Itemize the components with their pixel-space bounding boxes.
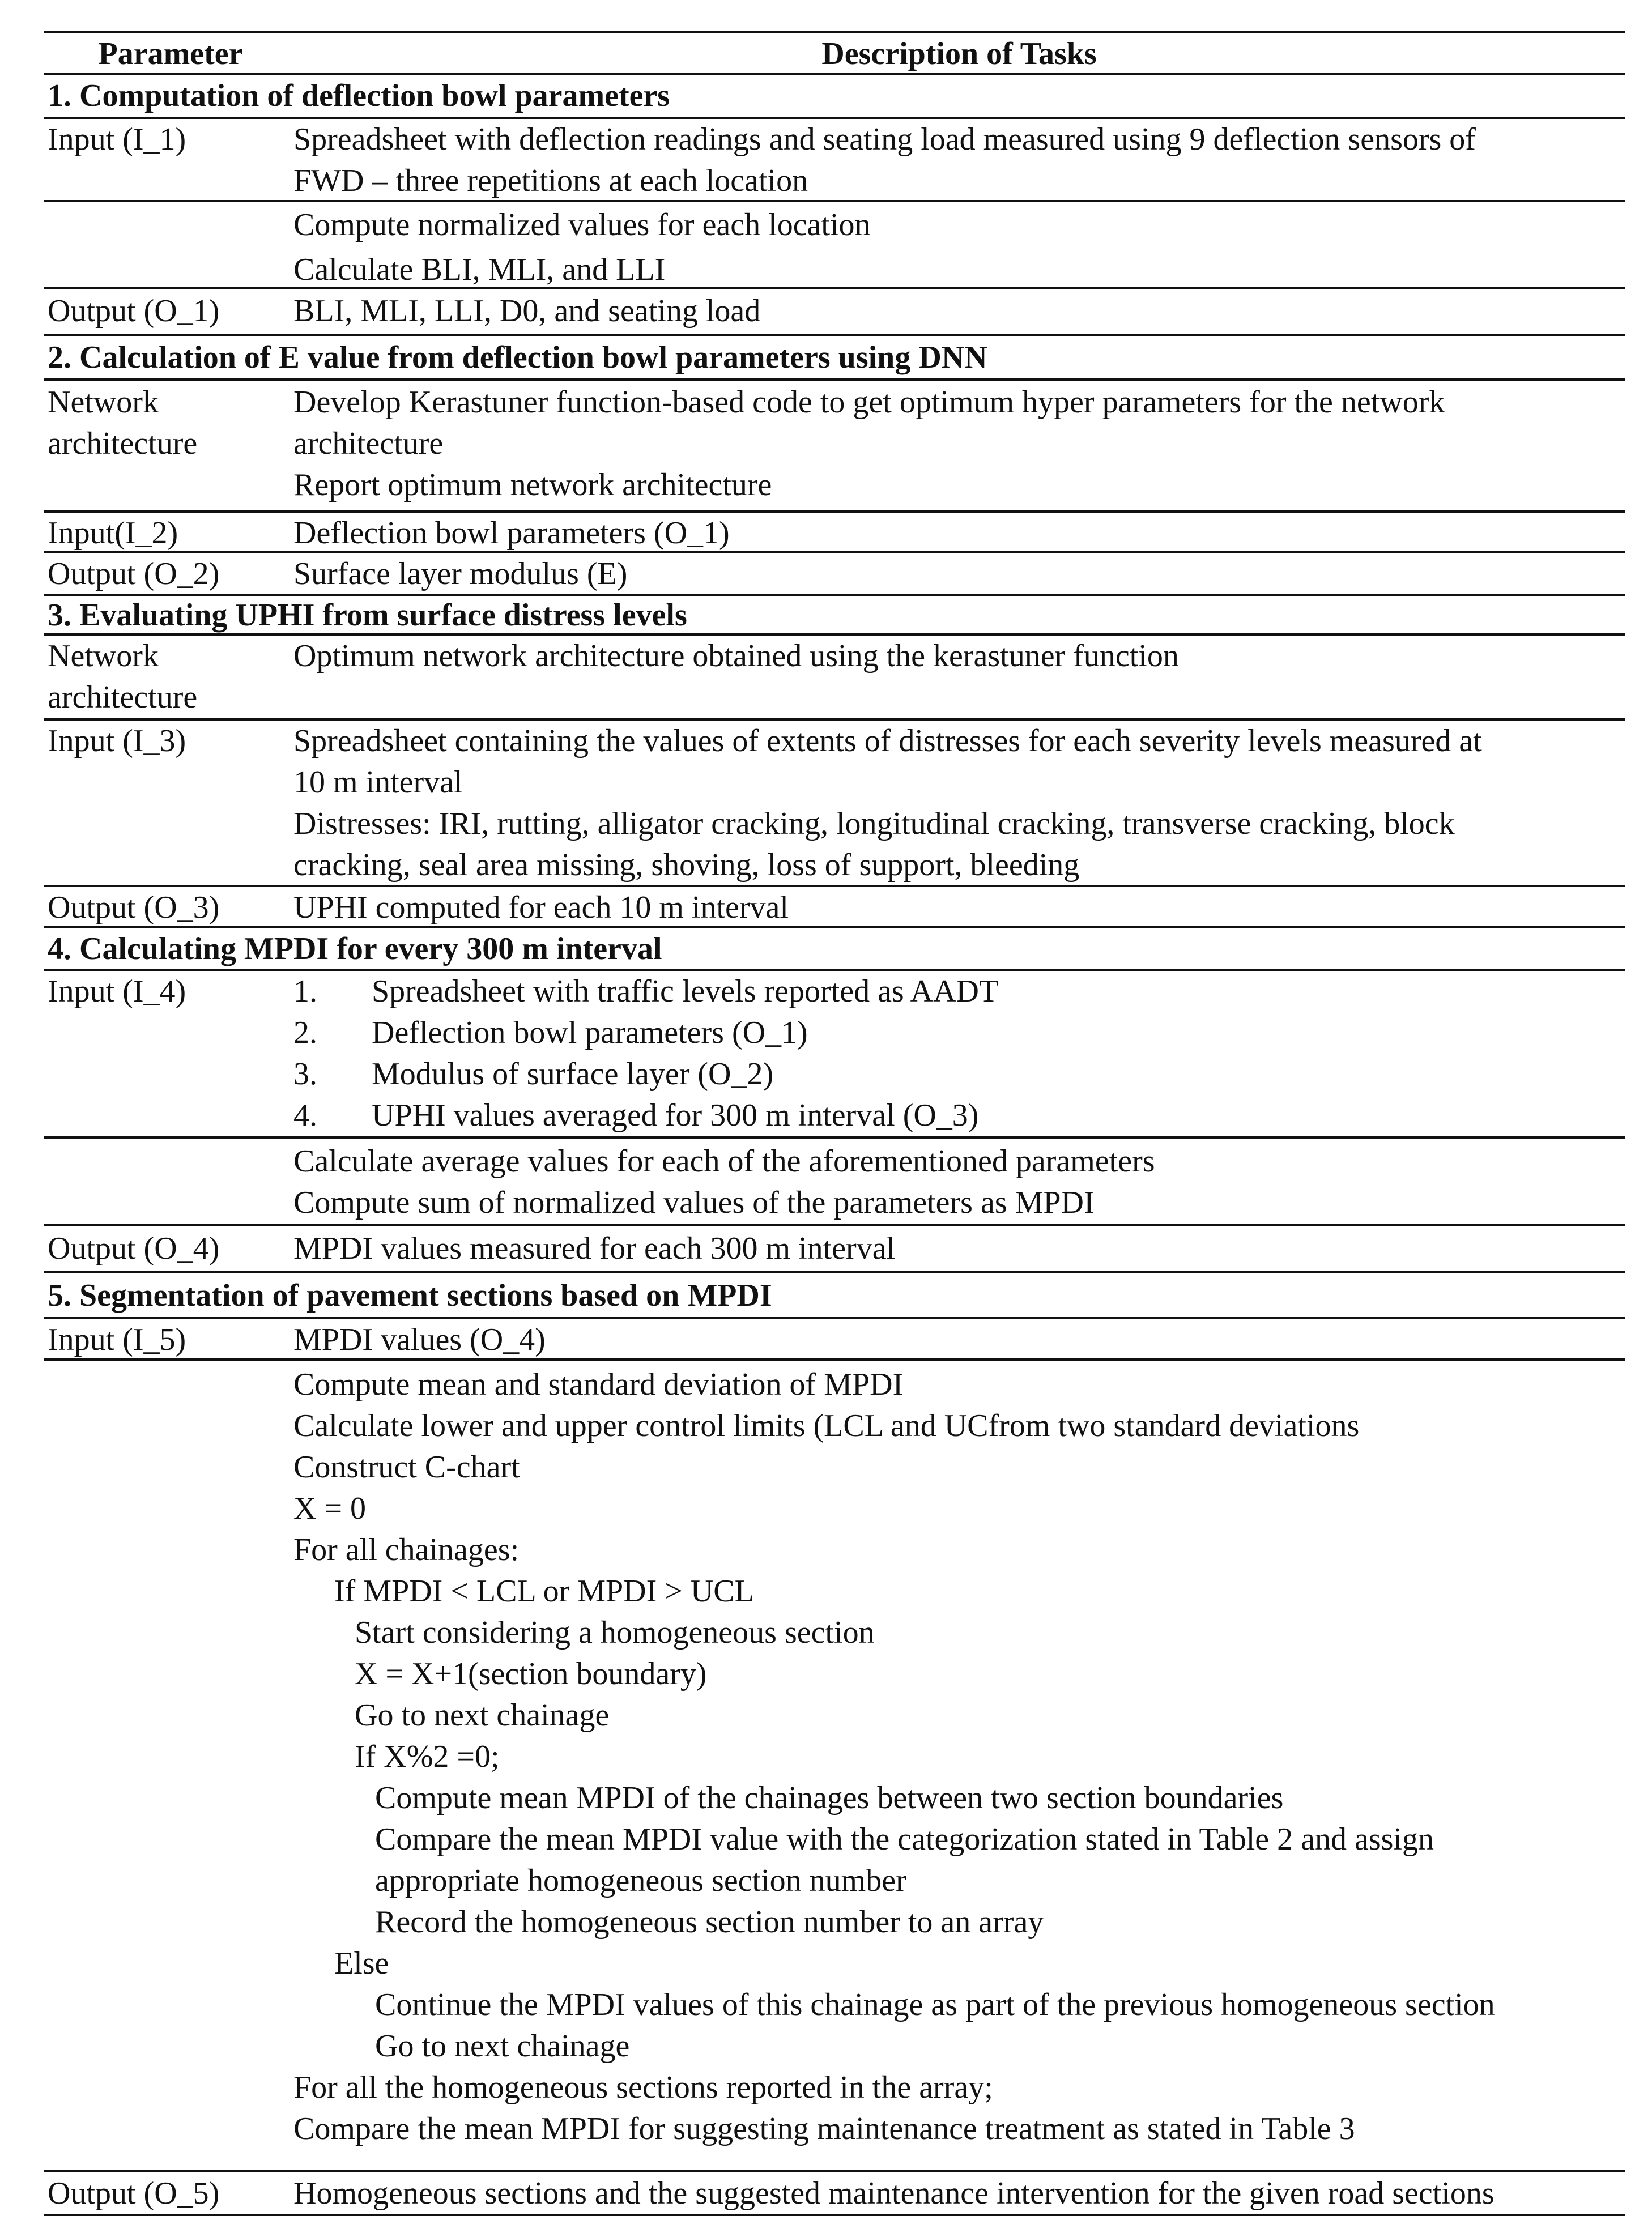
table-row: [44, 1226, 1625, 1273]
row-description: Compute normalized values for each location Calculate BLI, MLI, and LLI: [293, 207, 871, 287]
section-title: 4. Calculating MPDI for every 300 m interval: [44, 928, 1625, 971]
row-description: Deflection bowl parameters (O_1): [293, 515, 730, 551]
table-row: [44, 1319, 1625, 1361]
table-row: [44, 721, 1625, 887]
list-item: 4. UPHI values averaged for 300 m interval (O_3): [293, 1098, 979, 1133]
table-row: [44, 1139, 1625, 1226]
task-table: [44, 31, 1625, 2216]
row-parameter: Input (I_4): [48, 974, 186, 1009]
table-row: [44, 119, 1625, 202]
list-item: 3. Modulus of surface layer (O_2): [293, 1056, 774, 1092]
header-parameter: Parameter: [98, 36, 243, 71]
section-title: 2. Calculation of E value from deflection bowl parameters using DNN: [44, 336, 1625, 381]
row-parameter: Output (O_4): [48, 1231, 220, 1266]
row-parameter: Input (I_1): [48, 122, 186, 157]
row-parameter: Output (O_3): [48, 890, 220, 925]
row-parameter: Network architecture: [48, 638, 198, 715]
row-parameter: Output (O_1): [48, 293, 220, 329]
algorithm-steps: Compute mean and standard deviation of MPDI Calculate lower and upper control limits (LCL and UCfrom two standard deviations Construct C-chart X = 0 For all chainages: If MPDI < LCL or MPDI > UCL Start considering a homogeneous section X = X+1(section boundary) Go to next chainage If X%2 =0; Compute mean MPDI of the chainages between two section boundaries Compare the mean MPDI value with the categorization stated in Table 2 and assign appropriate homogeneous section number Record the homogeneous section number to an array Else Continue the MPDI values of this chainage as part of the previous homogeneous section Go to next chainage For all the homogeneous sections reported in the array; Compare the mean MPDI for suggesting maintenance treatment as stated in Table 3: [293, 1367, 1495, 2146]
list-item: 1. Spreadsheet with traffic levels reported as AADT: [293, 974, 999, 1009]
section-title: 1. Computation of deflection bowl parameters: [44, 75, 1625, 119]
row-parameter: Output (O_5): [48, 2176, 220, 2211]
list-item: 2. Deflection bowl parameters (O_1): [293, 1015, 808, 1050]
table-header: [44, 31, 1625, 75]
row-description: UPHI computed for each 10 m interval: [293, 890, 789, 925]
row-description: Develop Kerastuner function-based code to get optimum hyper parameters for the network architecture Report optimum network architecture: [293, 385, 1445, 502]
section-title: 5. Segmentation of pavement sections based on MPDI: [44, 1273, 1625, 1319]
row-parameter: Input (I_3): [48, 723, 186, 759]
row-description: Calculate average values for each of the aforementioned parameters Compute sum of normalized values of the parameters as MPDI: [293, 1144, 1155, 1220]
row-description: Spreadsheet containing the values of extents of distresses for each severity levels measured at 10 m interval Distresses: IRI, rutting, alligator cracking, longitudinal cracking, transverse cracking, block cracking, seal area missing, shoving, loss of support, bleeding: [293, 723, 1482, 883]
row-description: MPDI values (O_4): [293, 1322, 546, 1357]
row-description: Spreadsheet with deflection readings and seating load measured using 9 deflection sensors of FWD – three repetitions at each location: [293, 122, 1476, 198]
table-row: [44, 1361, 1625, 2172]
table-row: [44, 553, 1625, 596]
header-description: Description of Tasks: [821, 36, 1097, 71]
row-parameter: Output (O_2): [48, 556, 220, 591]
row-parameter: Input(I_2): [48, 515, 178, 551]
row-parameter: Network architecture: [48, 385, 198, 461]
row-description: [293, 971, 1625, 1136]
table-row: [44, 381, 1625, 513]
table-row: [44, 202, 1625, 289]
table-row: [44, 2172, 1625, 2216]
row-description: BLI, MLI, LLI, D0, and seating load: [293, 293, 761, 329]
table-row: [44, 289, 1625, 336]
table-row: [44, 971, 1625, 1139]
table-row: [44, 513, 1625, 553]
table-row: [44, 887, 1625, 928]
row-description: MPDI values measured for each 300 m interval: [293, 1231, 896, 1266]
row-description: Homogeneous sections and the suggested maintenance intervention for the given road sections: [293, 2176, 1495, 2211]
table-row: [44, 636, 1625, 721]
row-description: Surface layer modulus (E): [293, 556, 628, 591]
section-title: 3. Evaluating UPHI from surface distress levels: [44, 596, 1625, 636]
row-parameter: Input (I_5): [48, 1322, 186, 1357]
row-description: Optimum network architecture obtained using the kerastuner function: [293, 638, 1179, 674]
